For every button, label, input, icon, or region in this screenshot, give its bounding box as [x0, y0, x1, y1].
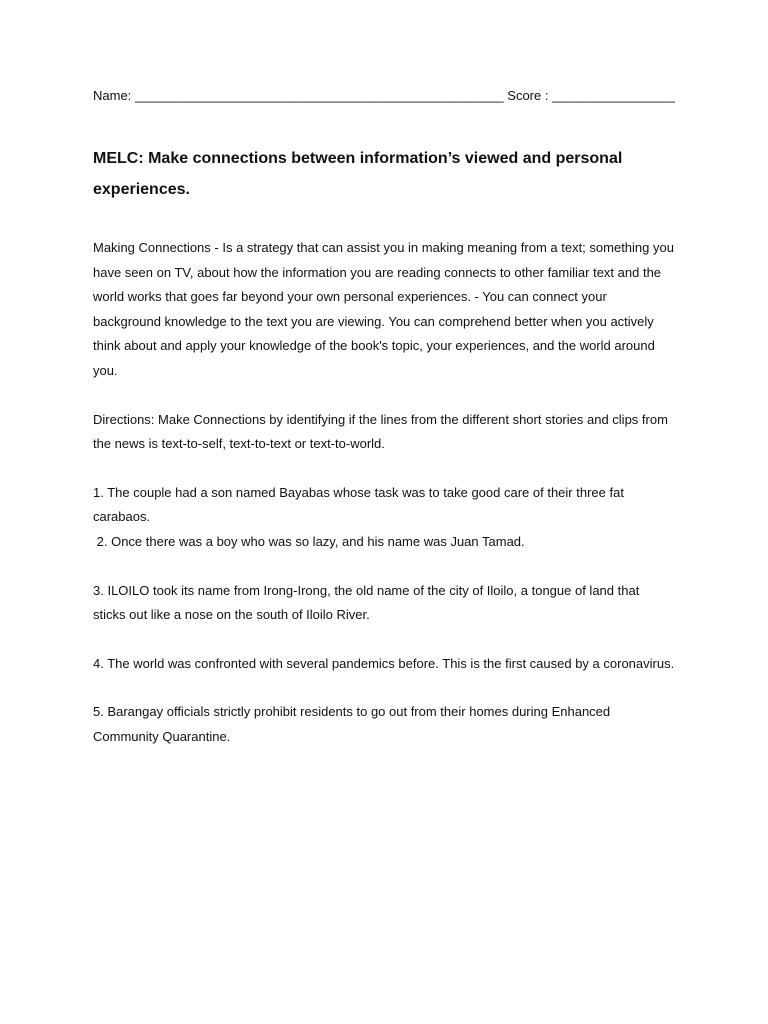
list-item: 5. Barangay officials strictly prohibit residents to go out from their homes during Enhanced Community Quarantine. — [93, 704, 611, 744]
item-group-3 — [93, 579, 675, 628]
item-group-5 — [93, 700, 675, 749]
list-item: 3. ILOILO took its name from Irong-Irong, the old name of the city of Iloilo, a tongue of land that sticks out like a nose on the south of Iloilo River. — [93, 582, 640, 623]
score-field: Score : _________________ — [507, 88, 675, 103]
list-item: 4. The world was confronted with several pandemics before. This is the first caused by a coronavirus. — [93, 655, 675, 671]
melc-title: MELC: Make connections between information’s viewed and personal experiences. — [93, 150, 623, 198]
list-item: 1. The couple had a son named Bayabas whose task was to take good care of their three fat carabaos. — [93, 484, 624, 525]
item-group-4 — [93, 652, 675, 677]
name-field: Name: ___________________________________________________ — [93, 88, 504, 103]
item-group-1 — [93, 481, 675, 555]
header-fields — [93, 86, 675, 106]
intro-paragraph: Making Connections - Is a strategy that can assist you in making meaning from a text; something you have seen on TV, about how the information you are reading connects to other familiar text and the world works that goes far beyond your own personal experiences. - You can connect your background knowledge to the text you are viewing. You can comprehend better when you actively think about and apply your knowledge of the book's topic, your experiences, and the world around you. — [93, 240, 674, 378]
directions-paragraph: Directions: Make Connections by identifying if the lines from the different short stories and clips from the news is text-to-self, text-to-text or text-to-world. — [93, 411, 668, 452]
list-item: 2. Once there was a boy who was so lazy, and his name was Juan Tamad. — [93, 533, 525, 549]
